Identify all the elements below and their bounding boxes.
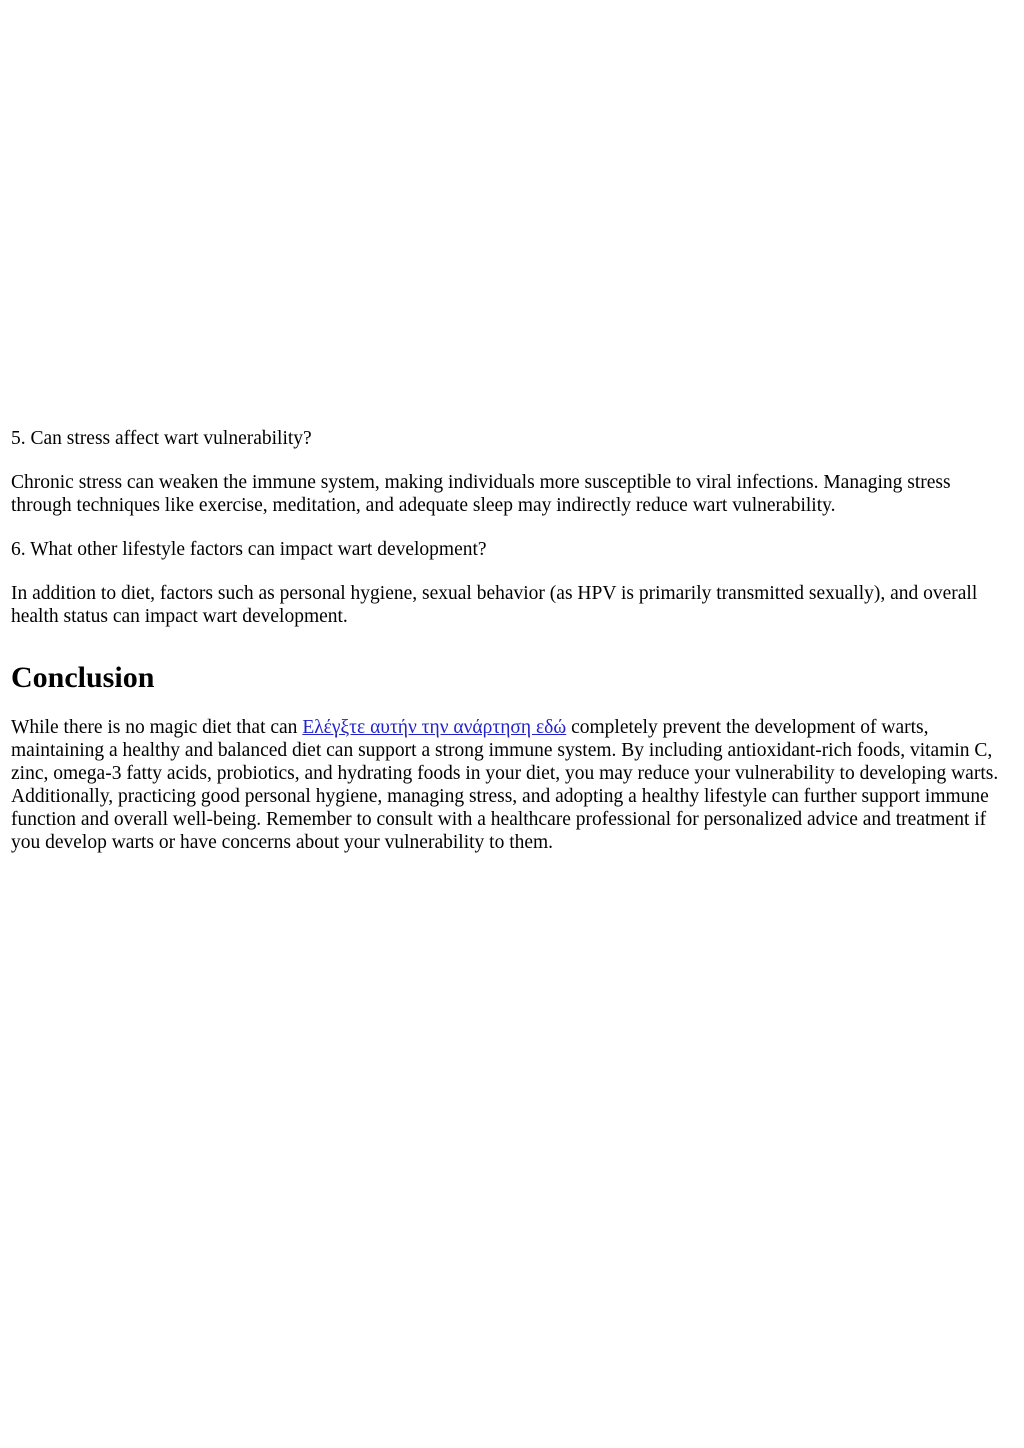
faq-answer-5: Chronic stress can weaken the immune system, making individuals more susceptible to viral infections. Managing stress through techniques like exercise, meditation, and adequate sleep may indirectly reduce wart vulnerability. [11, 472, 951, 516]
conclusion-heading: Conclusion [11, 661, 155, 694]
faq-question-6: 6. What other lifestyle factors can impact wart development? [11, 539, 487, 560]
conclusion-text-end: completely prevent the development of warts, maintaining a healthy and balanced diet can support a strong immune system. By including antioxidant-rich foods, vitamin C, zinc, omega-3 fatty acids, probiotics, and hydrating foods in your diet, you may reduce your vulnerability to developing warts. Additionally, practicing good personal hygiene, managing stress, and adopting a healthy lifestyle can further support immune function and overall well-being. Remember to consult with a healthcare professional for personalized advice and treatment if you develop warts or have concerns about your vulnerability to them. [11, 717, 999, 853]
conclusion-link[interactable]: Ελέγξτε αυτήν την ανάρτηση εδώ [302, 717, 567, 738]
conclusion-paragraph [11, 716, 1014, 854]
faq-answer-6: In addition to diet, factors such as personal hygiene, sexual behavior (as HPV is primarily transmitted sexually), and overall health status can impact wart development. [11, 583, 978, 627]
faq-question-5: 5. Can stress affect wart vulnerability? [11, 428, 312, 449]
conclusion-text-start: While there is no magic diet that can [11, 717, 303, 738]
